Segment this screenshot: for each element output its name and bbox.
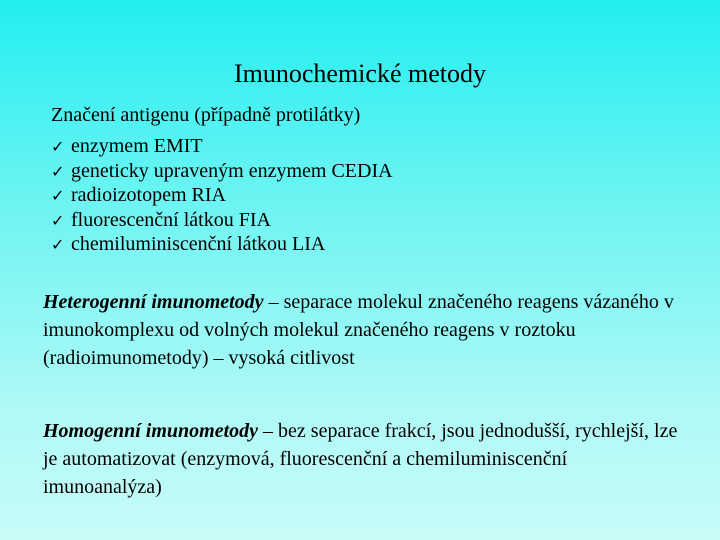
heterogeneous-term: Heterogenní imunometody (43, 291, 264, 313)
heterogeneous-text: – separace molekul značeného reagens vázaného v imunokomplexu od volných molekul značeného reagens v roztoku (radioimunometody) – vysoká citlivost (43, 291, 674, 369)
homogeneous-text: – bez separace frakcí, jsou jednodušší, rychlejší, lze je automatizovat (enzymová, fluorescenční a chemiluminiscenční imunoanalýza) (43, 420, 678, 498)
list-item (51, 183, 393, 208)
slide-title (0, 56, 720, 92)
list-item (51, 134, 393, 159)
list-item (51, 159, 393, 184)
labeling-method-list (51, 134, 393, 257)
list-item-label: geneticky upraveným enzymem CEDIA (71, 159, 393, 182)
homogeneous-paragraph (43, 417, 683, 501)
checkmark-icon: ✓ (51, 137, 65, 156)
checkmark-icon: ✓ (51, 186, 65, 205)
list-item-label: radioizotopem RIA (71, 184, 226, 206)
checkmark-icon: ✓ (51, 235, 65, 254)
list-item-label: enzymem EMIT (71, 135, 203, 157)
intro-text: Značení antigenu (případně protilátky) (51, 104, 361, 126)
checkmark-icon: ✓ (51, 161, 65, 181)
list-item-label: fluorescenční látkou FIA (71, 208, 271, 231)
list-item (51, 208, 393, 233)
list-item-label: chemiluminiscenční látkou LIA (71, 233, 326, 255)
slide-title-text: Imunochemické metody (234, 59, 486, 88)
list-item (51, 232, 393, 257)
checkmark-icon: ✓ (51, 210, 65, 230)
heterogeneous-paragraph (43, 288, 683, 372)
homogeneous-term: Homogenní imunometody (43, 420, 259, 442)
